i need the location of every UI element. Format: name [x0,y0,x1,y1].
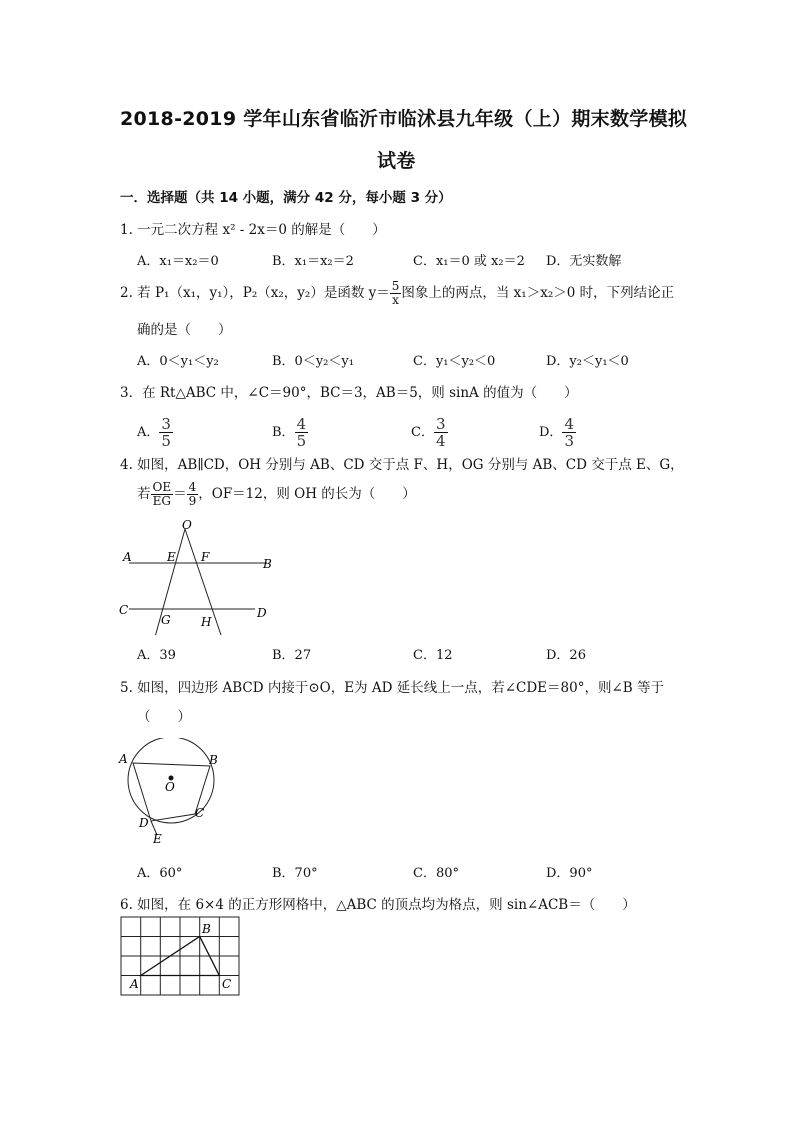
q2-option-b: B．0＜y₂＜y₁ [272,354,354,369]
page-title-line1: 2018-2019 学年山东省临沂市临沭县九年级（上）期末数学模拟 [120,108,688,130]
q6-label-c: C [222,977,232,991]
q5-option-c: C．80° [413,866,459,881]
q3-option-b: B． $\frac{4}{5}$ [272,415,307,450]
q6-label-a: A [130,977,139,991]
q3-option-c: C． $\frac{3}{4}$ [411,415,446,450]
question-4-line2: 若 $\frac{OE}{EG}$ ＝ $\frac{4}{9}$ ，OF＝12，则 OH 的长为（ ） [137,480,416,508]
q3-option-d: D． $\frac{4}{3}$ [539,415,574,450]
q2-frac-num: 5 [391,279,400,293]
q4-fraction-4-9: $\frac{4}{9}$ [188,480,197,508]
q5-label-e: E [153,832,162,846]
q6-label-b: B [202,922,211,936]
q4-option-d: D．26 [546,648,586,663]
q5-label-d: D [139,816,149,830]
q4-label-e: E [167,550,176,564]
question-3: 3．在 Rt△ABC 中，∠C＝90°，BC＝3，AB＝5，则 sinA 的值为（ ） [120,385,578,401]
q4-label-o: O [182,518,192,532]
question-1: 1. 一元二次方程 x² - 2x＝0 的解是（ ） [120,222,386,238]
q4-label-d: D [257,606,267,620]
q3-option-a: A． $\frac{3}{5}$ [137,415,171,450]
q5-label-o: O [165,780,175,794]
q5-label-a: A [119,752,128,766]
q2-option-a: A．0＜y₁＜y₂ [137,354,219,369]
q5-label-b: B [209,753,218,767]
q4-label-f: F [201,550,210,564]
q4-option-c: C．12 [413,648,453,663]
question-4-line1: 4. 如图，AB∥CD，OH 分别与 AB、CD 交于点 F、H，OG 分别与 AB、CD 交于点 E、G， [120,457,684,473]
question-5-line1: 5. 如图，四边形 ABCD 内接于⊙O，E为 AD 延长线上一点，若∠CDE＝80°，则∠B 等于 [120,680,664,696]
q4-figure [115,515,285,635]
question-6: 6. 如图，在 6×4 的正方形网格中，△ABC 的顶点均为格点，则 sin∠ACB＝（ ） [120,897,636,913]
q1-option-b: B．x₁＝x₂＝2 [272,254,354,269]
q1-option-c: C．x₁＝0 或 x₂＝2 [413,254,525,269]
q5-option-b: B．70° [272,866,318,881]
q5-label-c: C [195,806,205,820]
page-title-line2: 试卷 [377,150,416,172]
q4-label-h: H [201,615,212,629]
q4-label-g: G [161,613,171,627]
q4-option-a: A．39 [137,648,176,663]
q2-option-d: D．y₂＜y₁＜0 [546,354,629,369]
q2-text-a: 2. 若 P₁（x₁，y₁），P₂（x₂，y₂）是函数 y＝ [120,285,390,301]
q1-option-d: D．无实数解 [546,254,622,269]
q2-option-c: C．y₁＜y₂＜0 [413,354,496,369]
q5-option-d: D．90° [546,866,593,881]
q5-option-a: A．60° [137,866,183,881]
q4-label-b: B [263,557,272,571]
q2-fraction [390,280,402,307]
q2-frac-den: x [392,293,399,307]
q4-fraction-oe-eg: $\frac{OE}{EG}$ [152,480,172,508]
q4-label-a: A [123,550,132,564]
q5-figure [115,738,230,848]
question-2-line1 [120,278,674,308]
question-2-line2: 确的是（ ） [137,322,232,338]
question-5-line2: （ ） [137,709,191,725]
q2-text-b: 图象上的两点，当 x₁＞x₂＞0 时，下列结论正 [401,285,675,301]
q4-option-b: B．27 [272,648,312,663]
section-heading: 一．选择题（共 14 小题，满分 42 分，每小题 3 分） [120,190,452,206]
q4-label-c: C [119,603,129,617]
q1-option-a: A．x₁＝x₂＝0 [137,254,219,269]
q6-figure [118,914,244,999]
